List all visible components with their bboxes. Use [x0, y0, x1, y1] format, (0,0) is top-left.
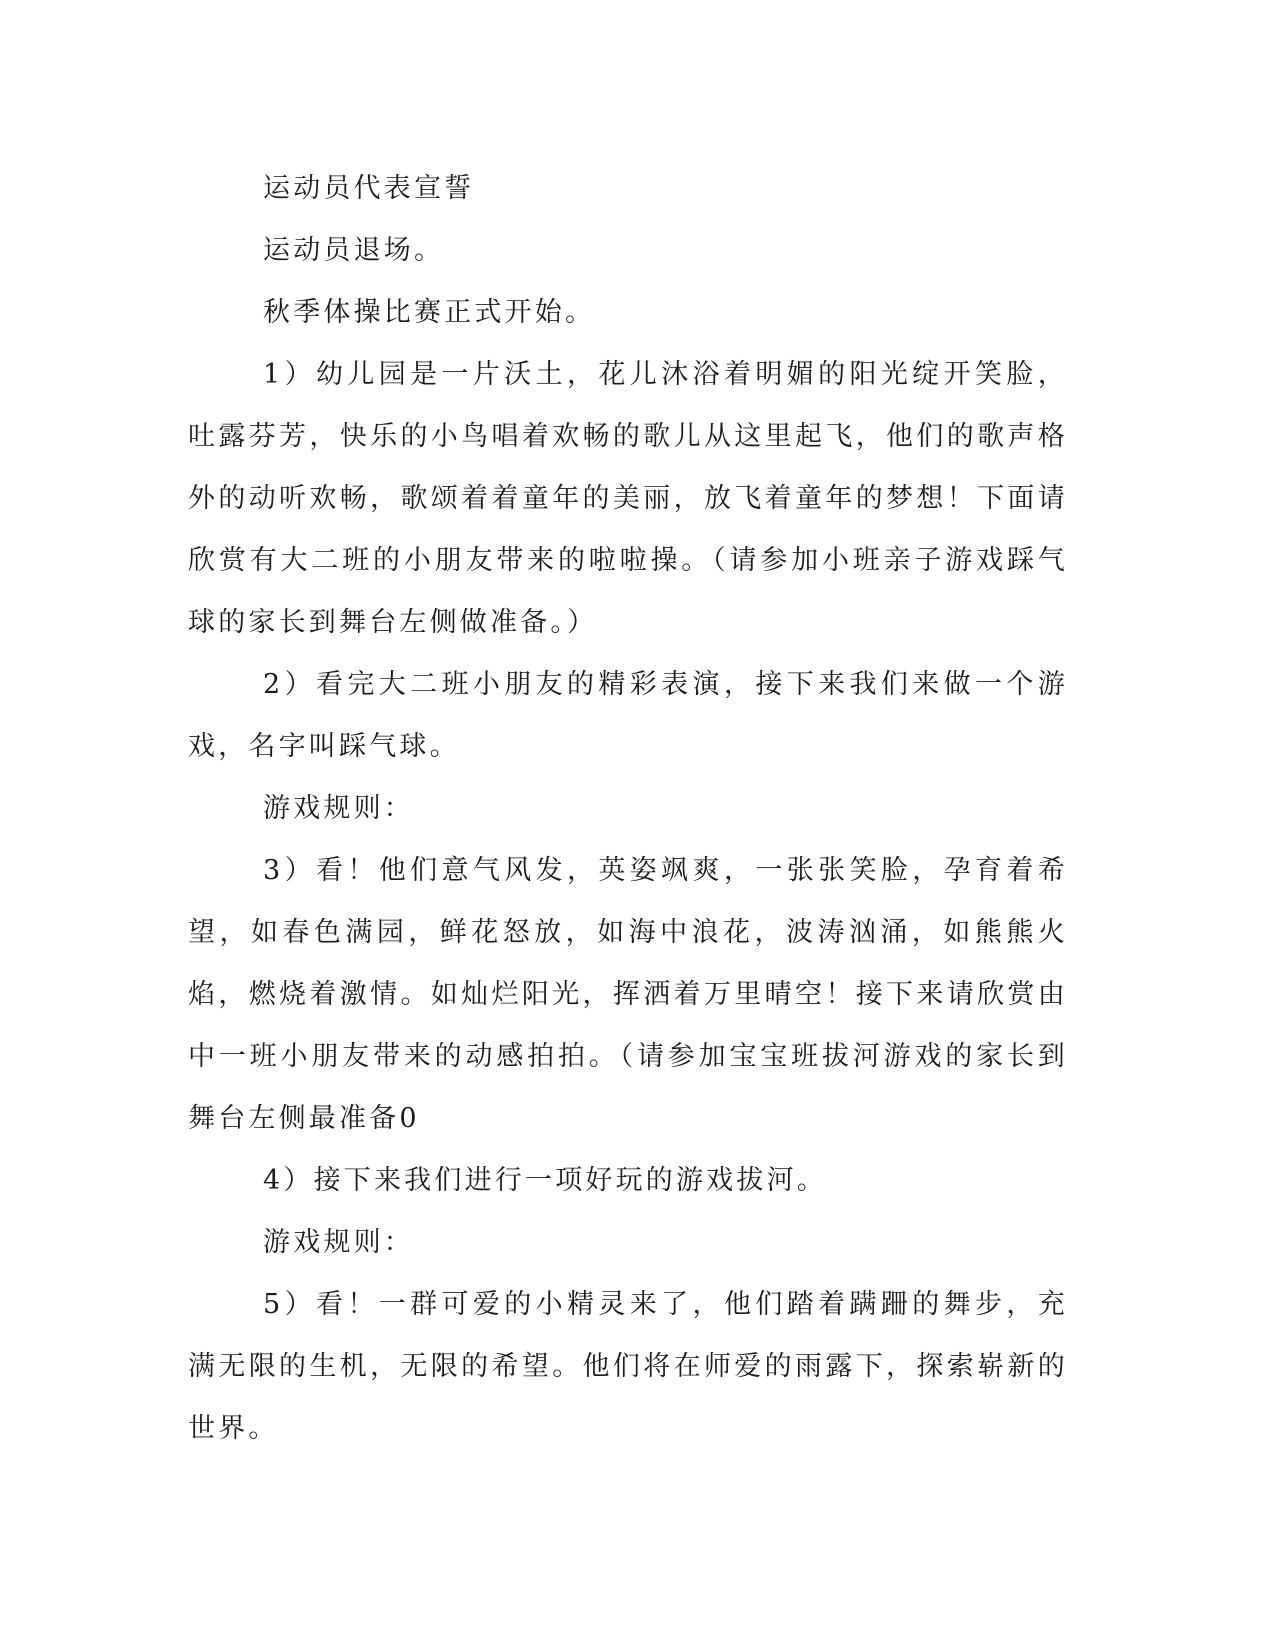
paragraph-item-4: 4）接下来我们进行一项好玩的游戏拔河。 — [263, 1165, 827, 1196]
paragraph-competition-start: 秋季体操比赛正式开始。 — [263, 297, 596, 328]
paragraph-item-3: 3）看！他们意气风发，英姿飒爽，一张张笑脸，孕育着希望，如春色满园，鲜花怒放，如海中浪花，波涛汹涌，如熊熊火焰，燃烧着激情。如灿烂阳光，挥洒着万里晴空！接下来请欣赏由中一班小朋友带来的动感拍拍。（请参加宝宝班拔河游戏的家长到舞台左侧最准备0 — [188, 855, 1068, 1134]
paragraph-item-1: 1）幼儿园是一片沃土，花儿沐浴着明媚的阳光绽开笑脸，吐露芬芳，快乐的小鸟唱着欢畅的歌儿从这里起飞，他们的歌声格外的动听欢畅，歌颂着着童年的美丽，放飞着童年的梦想！下面请欣赏有大二班的小朋友带来的啦啦操。（请参加小班亲子游戏踩气球的家长到舞台左侧做准备。） — [188, 359, 1068, 638]
paragraph-item-2: 2）看完大二班小朋友的精彩表演，接下来我们来做一个游戏，名字叫踩气球。 — [188, 669, 1068, 762]
document-body — [188, 158, 1068, 1460]
paragraph-athlete-oath: 运动员代表宣誓 — [263, 173, 475, 204]
paragraph-athletes-exit: 运动员退场。 — [263, 235, 445, 266]
paragraph-item-5: 5）看！一群可爱的小精灵来了，他们踏着蹒跚的舞步，充满无限的生机，无限的希望。他们将在师爱的雨露下，探索崭新的世界。 — [188, 1289, 1068, 1444]
paragraph-game-rules-1: 游戏规则： — [263, 793, 414, 824]
paragraph-game-rules-2: 游戏规则： — [263, 1227, 414, 1258]
